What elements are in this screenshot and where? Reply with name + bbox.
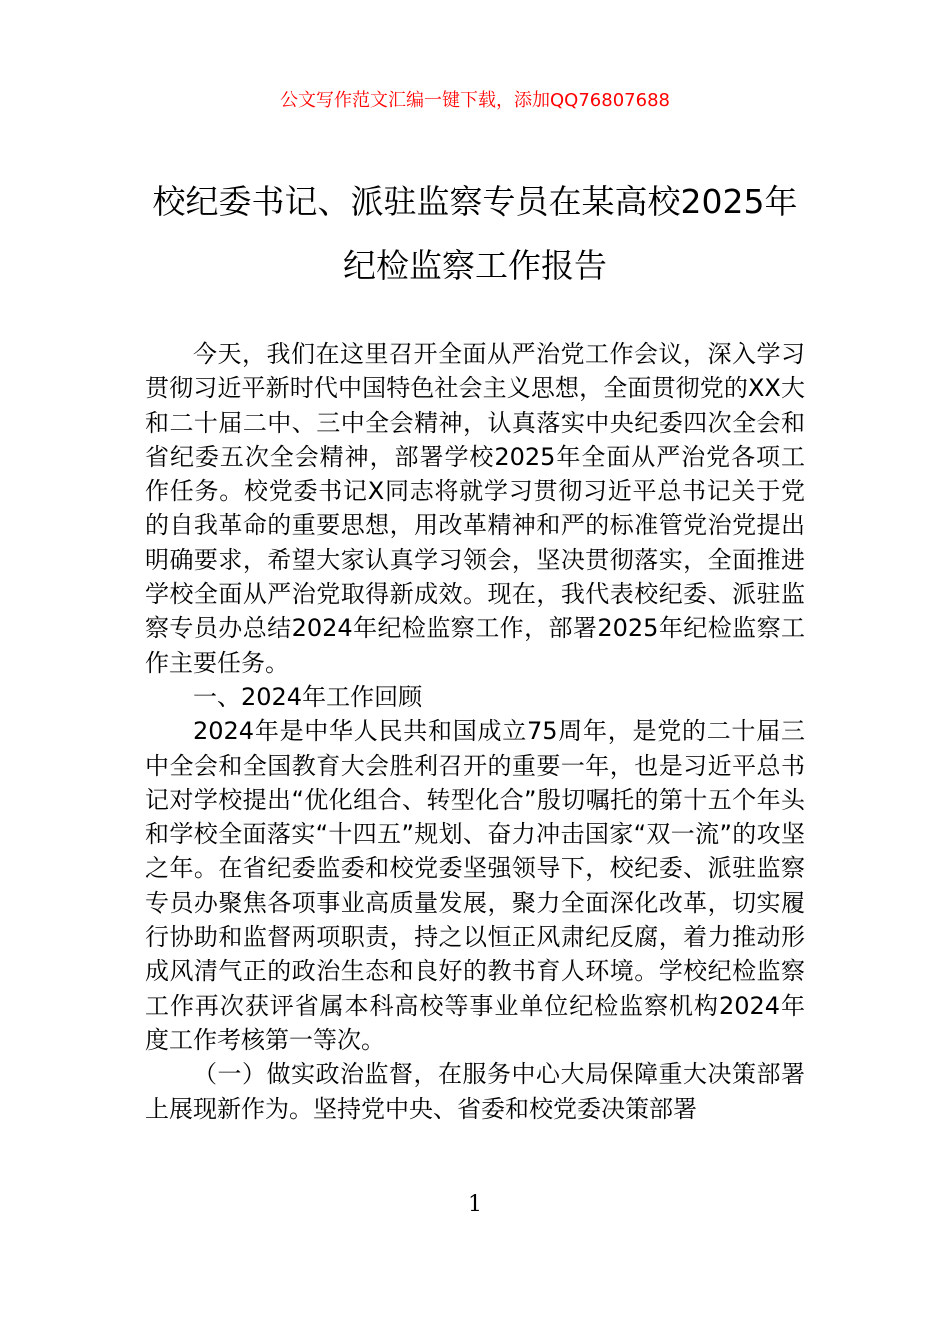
section-heading-1: 一、2024年工作回顾 — [193, 682, 423, 711]
header-banner: 公文写作范文汇编一键下载，添加QQ76807688 — [280, 90, 670, 111]
paragraph-subsection-1: （一）做实政治监督，在服务中心大局保障重大决策部署上展现新作为。坚持党中央、省委和校党委决策部署 — [145, 1060, 805, 1123]
page-number: 1 — [468, 1192, 482, 1217]
document-title: 校纪委书记、派驻监察专员在某高校2025年纪检监察工作报告 — [152, 182, 798, 285]
document-body — [145, 337, 805, 1126]
paragraph-intro: 今天，我们在这里召开全面从严治党工作会议，深入学习贯彻习近平新时代中国特色社会主义思想，全面贯彻党的XX大和二十届二中、三中全会精神，认真落实中央纪委四次全会和省纪委五次全会精神，部署学校2025年全面从严治党各项工作任务。校党委书记X同志将就学习贯彻习近平总书记关于党的自我革命的重要思想，用改革精神和严的标准管党治党提出明确要求，希望大家认真学习领会，坚决贯彻落实，全面推进学校全面从严治党取得新成效。现在，我代表校纪委、派驻监察专员办总结2024年纪检监察工作，部署2025年纪检监察工作主要任务。 — [145, 340, 805, 677]
paragraph-review: 2024年是中华人民共和国成立75周年，是党的二十届三中全会和全国教育大会胜利召开的重要一年，也是习近平总书记对学校提出“优化组合、转型化合”殷切嘱托的第十五个年头和学校全面落实“十四五”规划、奋力冲击国家“双一流”的攻坚之年。在省纪委监委和校党委坚强领导下，校纪委、派驻监察专员办聚焦各项事业高质量发展，聚力全面深化改革，切实履行协助和监督两项职责，持之以恒正风肃纪反腐，着力推动形成风清气正的政治生态和良好的教书育人环境。学校纪检监察工作再次获评省属本科高校等事业单位纪检监察机构2024年度工作考核第一等次。 — [145, 717, 805, 1054]
